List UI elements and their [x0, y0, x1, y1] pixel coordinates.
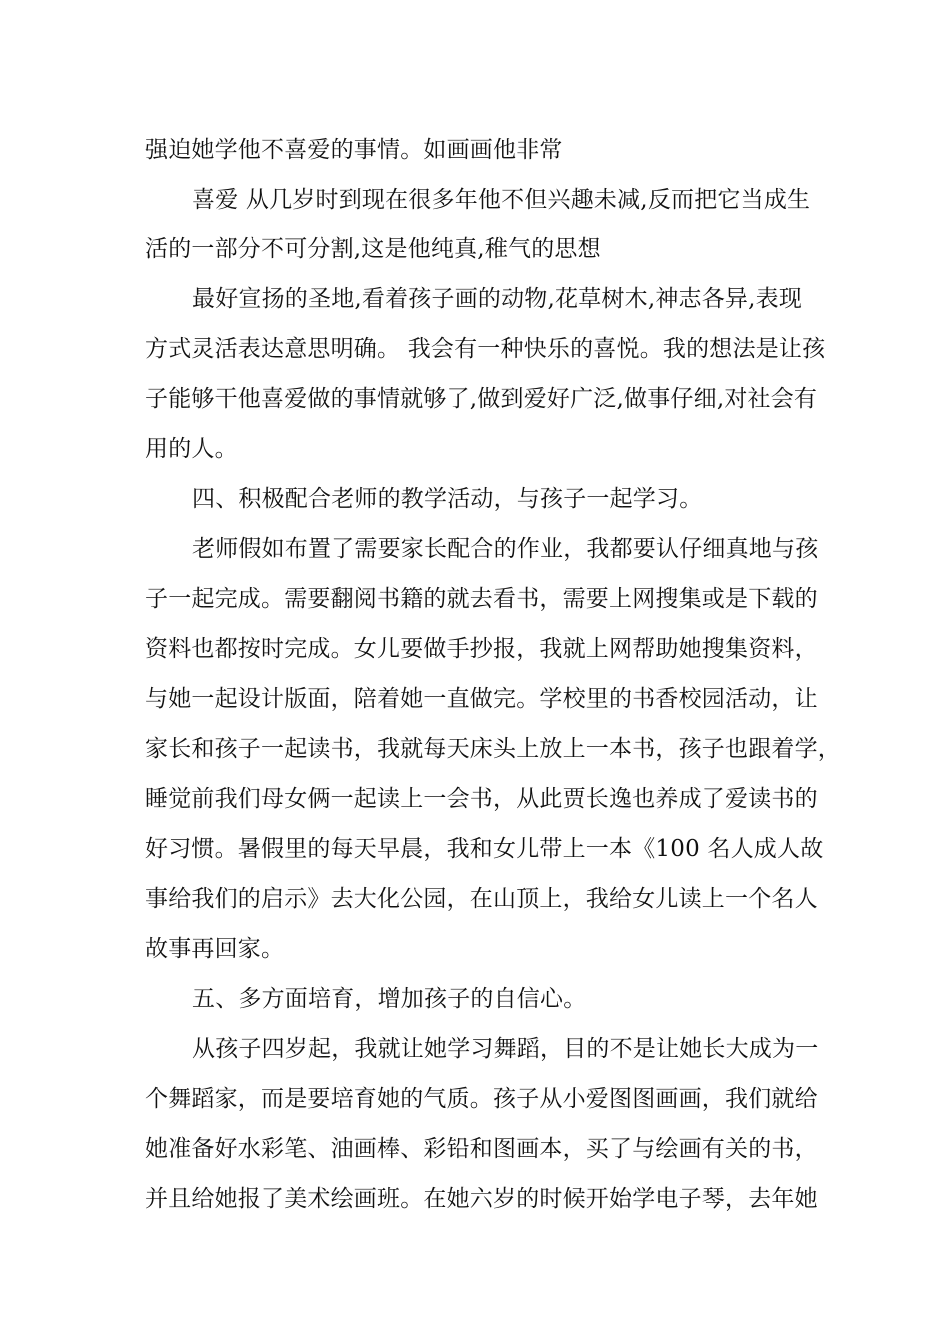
section-heading: 五、多方面培育，增加孩子的自信心。 — [192, 986, 587, 1012]
text-line: 事给我们的启示》去大化公园，在山顶上，我给女儿读上一个名人 — [145, 886, 818, 912]
text-line: 老师假如布置了需要家长配合的作业，我都要认仔细真地与孩 — [192, 536, 819, 562]
text-line: 活的一部分不可分割,这是他纯真,稚气的思想 — [145, 236, 601, 262]
text-line: 子一起完成。需要翻阅书籍的就去看书，需要上网搜集或是下载的 — [145, 586, 818, 612]
text-line: 故事再回家。 — [145, 936, 285, 962]
text-line: 喜爱 从几岁时到现在很多年他不但兴趣未减,反而把它当成生 — [192, 187, 811, 213]
text-line: 从孩子四岁起，我就让她学习舞蹈，目的不是让她长大成为一 — [192, 1036, 819, 1062]
text-line: 方式灵活表达意思明确。 我会有一种快乐的喜悦。我的想法是让孩 — [145, 336, 826, 362]
text-line: 强迫她学他不喜爱的事情。如画画他非常 — [145, 137, 563, 163]
text-line: 子能够干他喜爱做的事情就够了,做到爱好广泛,做事仔细,对社会有 — [145, 386, 818, 412]
text-line: 家长和孩子一起读书，我就每天床头上放上一本书，孩子也跟着学， — [145, 736, 841, 762]
section-heading: 四、积极配合老师的教学活动，与孩子一起学习。 — [192, 486, 703, 512]
text-line: 个舞蹈家，而是要培育她的气质。孩子从小爱图图画画，我们就给 — [145, 1086, 818, 1112]
text-line: 她准备好水彩笔、油画棒、彩铅和图画本，买了与绘画有关的书， — [145, 1136, 818, 1162]
text-line: 并且给她报了美术绘画班。在她六岁的时候开始学电子琴，去年她 — [145, 1186, 818, 1212]
text-line: 用的人。 — [145, 436, 238, 462]
text-line: 资料也都按时完成。女儿要做手抄报，我就上网帮助她搜集资料， — [145, 636, 818, 662]
text-line: 最好宣扬的圣地,看着孩子画的动物,花草树木,神志各异,表现 — [192, 286, 803, 312]
text-line: 好习惯。暑假里的每天早晨，我和女儿带上一本《100 名人成人故 — [145, 836, 824, 862]
text-line: 睡觉前我们母女俩一起读上一会书，从此贾长逸也养成了爱读书的 — [145, 786, 818, 812]
text-line: 与她一起设计版面，陪着她一直做完。学校里的书香校园活动，让 — [145, 686, 818, 712]
